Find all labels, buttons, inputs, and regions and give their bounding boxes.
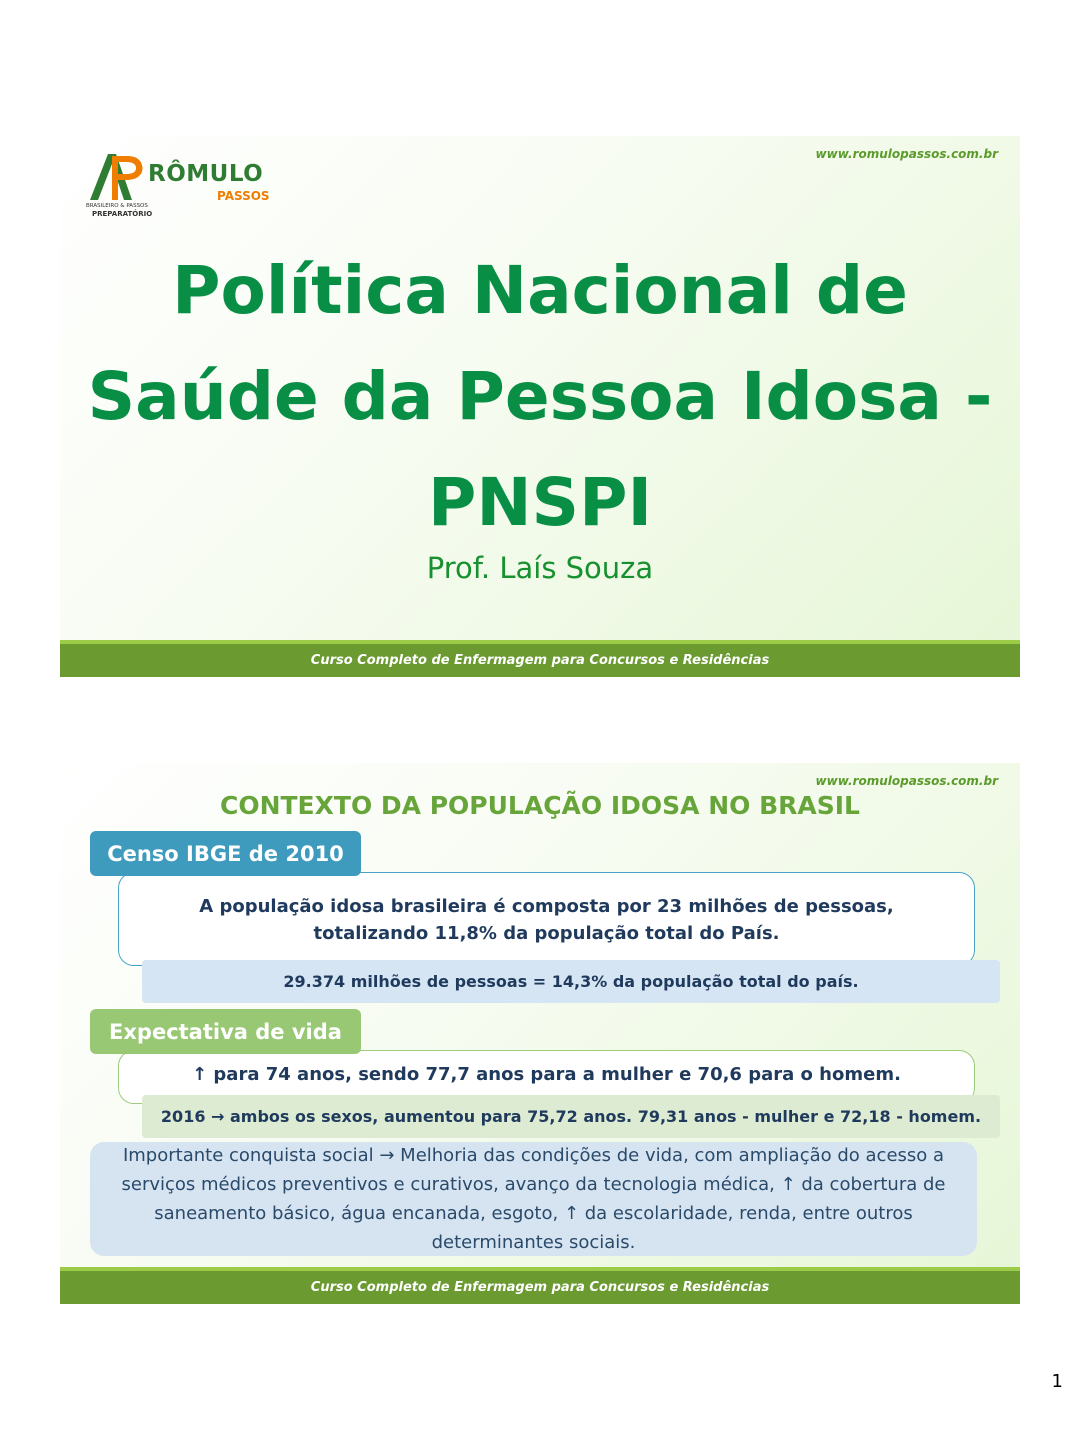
summary-text: Importante conquista social → Melhoria das condições de vida, com ampliação do acesso a serviços médicos preventivos e curativos, avanço da tecnologia médica, ↑ da cobertura de saneamento básico, água encanada, esgoto, ↑ da escolaridade, renda, entre outros determinantes sociais. bbox=[121, 1145, 946, 1253]
census-tab: Censo IBGE de 2010 bbox=[90, 831, 361, 876]
professor-name: Prof. Laís Souza bbox=[426, 551, 654, 585]
footer-bar bbox=[60, 640, 1020, 677]
census-note: 29.374 milhões de pessoas = 14,3% da população total do país. bbox=[142, 960, 1000, 1003]
logo-tagline: BRASILEIRO & PASSOS bbox=[86, 203, 148, 209]
logo-tagline-2: PREPARATÓRIO bbox=[92, 210, 153, 218]
logo-subname: PASSOS bbox=[217, 189, 270, 203]
title-line: Saúde da Pessoa Idosa - bbox=[87, 358, 993, 435]
romulo-passos-logo bbox=[86, 150, 286, 220]
site-url: www.romulopassos.com.br bbox=[815, 147, 998, 161]
site-url: www.romulopassos.com.br bbox=[815, 774, 998, 788]
life-expectancy-tab: Expectativa de vida bbox=[90, 1009, 361, 1054]
title-line: Política Nacional de bbox=[172, 252, 908, 329]
title-line: PNSPI bbox=[427, 464, 653, 541]
page-number: 1 bbox=[1051, 1371, 1063, 1392]
census-text: A população idosa brasileira é composta por 23 milhões de pessoas, totalizando 11,8% da população total do País. bbox=[199, 896, 894, 944]
slide-title: CONTEXTO DA POPULAÇÃO IDOSA NO BRASIL bbox=[219, 791, 860, 820]
life-expectancy-note: 2016 → ambos os sexos, aumentou para 75,72 anos. 79,31 anos - mulher e 72,18 - homem. bbox=[142, 1095, 1000, 1138]
rp-monogram-icon bbox=[86, 150, 150, 202]
footer-bar bbox=[60, 1267, 1020, 1304]
logo-name: RÔMULO bbox=[148, 161, 264, 187]
footer-text: Curso Completo de Enfermagem para Concursos e Residências bbox=[310, 653, 770, 668]
footer-text: Curso Completo de Enfermagem para Concursos e Residências bbox=[310, 1280, 770, 1295]
main-title bbox=[80, 238, 1000, 556]
slide-title bbox=[60, 136, 1020, 677]
slide-context bbox=[60, 763, 1020, 1304]
census-box bbox=[118, 872, 975, 966]
summary-box bbox=[90, 1142, 977, 1256]
life-expectancy-text: ↑ para 74 anos, sendo 77,7 anos para a mulher e 70,6 para o homem. bbox=[192, 1064, 901, 1085]
